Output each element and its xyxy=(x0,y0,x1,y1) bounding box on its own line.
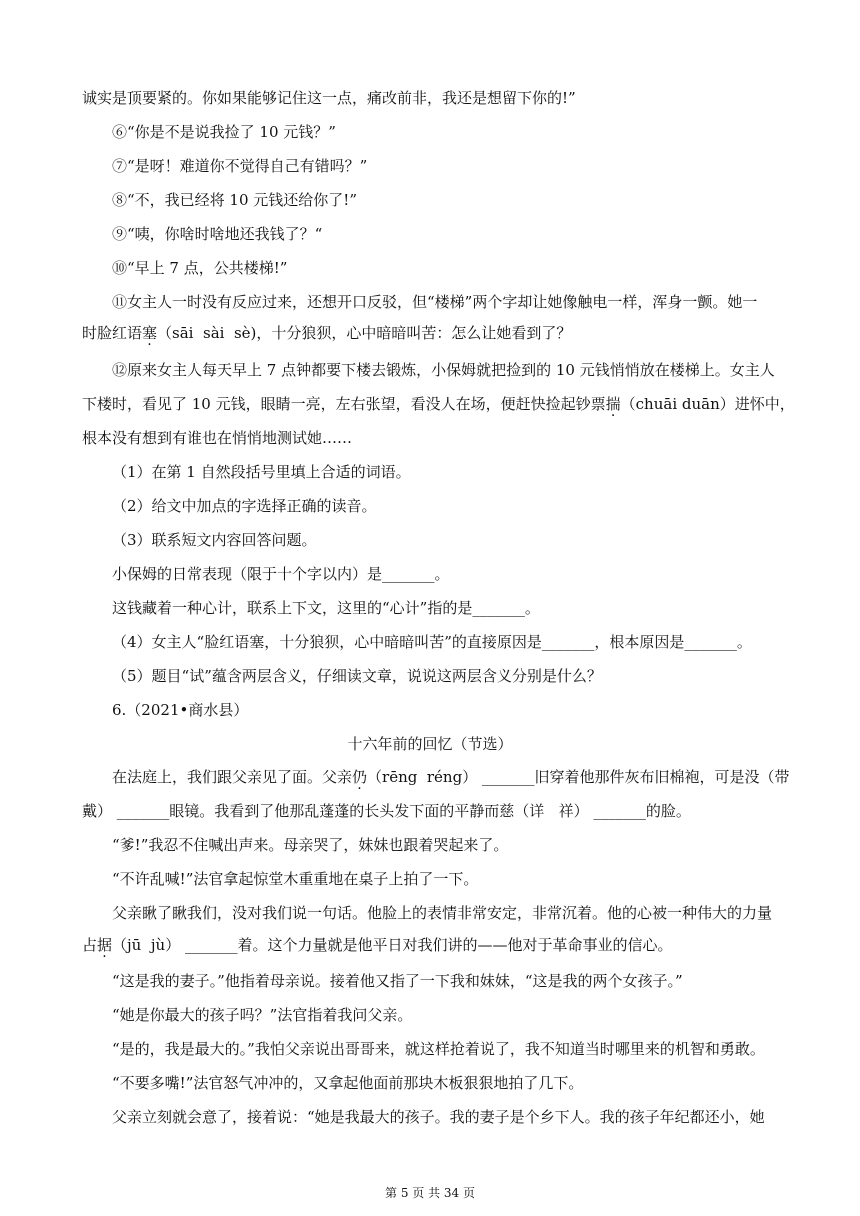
text-run: 下楼时，看见了 10 元钱，眼睛一亮，左右张望，看没人在场，便赶快捡起钞票 xyxy=(82,395,606,413)
text-line: “不许乱喊!”法官拿起惊堂木重重地在桌子上拍了一下。 xyxy=(112,870,479,888)
text-line: ⑦“是呀！难道你不觉得自己有错吗？” xyxy=(112,157,368,175)
text-line: 戴） _______眼镜。我看到了他那乱蓬蓬的长头发下面的平静而慈（详 祥） _______的脸。 xyxy=(82,802,691,820)
question-item: （4）女主人“脸红语塞，十分狼狈，心中暗暗叫苦”的直接原因是_______，根本原因是_______。 xyxy=(112,633,752,651)
text-line: ⑧“不，我已经将 10 元钱还给你了!” xyxy=(112,191,357,209)
text-line-with-dotted-char xyxy=(82,394,795,414)
text-line: ⑩“早上 7 点，公共楼梯!” xyxy=(112,259,288,277)
question-item: 小保姆的日常表现（限于十个字以内）是_______。 xyxy=(112,565,450,583)
footer-middle: 页 共 xyxy=(408,1186,444,1200)
text-run: （sāi sài sè)，十分狼狈，心中暗暗叫苦：怎么让她看到了？ xyxy=(157,324,572,342)
question-item: （5）题目“试”蕴含两层含义，仔细读文章，说说这两层含义分别是什么？ xyxy=(112,667,602,685)
dotted-char: 揣 xyxy=(605,395,621,413)
text-line: 根本没有想到有谁也在悄悄地测试她…… xyxy=(82,429,353,447)
footer-suffix: 页 xyxy=(459,1186,476,1200)
text-run: （chuāi duān）进怀中， xyxy=(620,395,795,413)
footer-prefix: 第 xyxy=(384,1186,401,1200)
text-line-with-dotted-char xyxy=(82,323,571,343)
text-line: 诚实是顶要紧的。你如果能够记住这一点，痛改前非，我还是想留下你的!” xyxy=(82,89,576,107)
page-number: 5 xyxy=(400,1186,409,1200)
text-line: ⑨“咦，你啥时啥地还我钱了？“ xyxy=(112,225,323,243)
text-line: “这是我的妻子。”他指着母亲说。接着他又指了一下我和妹妹，“这是我的两个女孩子。” xyxy=(112,972,683,990)
dotted-char: 据 xyxy=(97,936,113,954)
text-line: ⑪女主人一时没有反应过来，还想开口反驳，但“楼梯”两个字却让她像触电一样，浑身一颤。她一 xyxy=(112,293,758,311)
text-line-with-dotted-char xyxy=(112,767,789,787)
text-line: “爹!”我忍不住喊出声来。母亲哭了，妹妹也跟着哭起来了。 xyxy=(112,836,509,854)
dotted-char: 塞 xyxy=(142,324,158,342)
text-line: “不要多嘴!”法官怒气冲冲的，又拿起他面前那块木板狠狠地拍了几下。 xyxy=(112,1074,584,1092)
text-run: （jū jù） _______着。这个力量就是他平日对我们讲的——他对于革命事业的信心。 xyxy=(112,936,673,954)
text-line: ⑫原来女主人每天早上 7 点钟都要下楼去锻炼，小保姆就把捡到的 10 元钱悄悄放在楼梯上。女主人 xyxy=(112,361,775,379)
text-line: “是的，我是最大的。”我怕父亲说出哥哥来，就这样抢着说了，我不知道当时哪里来的机智和勇敢。 xyxy=(112,1040,765,1058)
question-item: 这钱藏着一种心计，联系上下文，这里的“心计”指的是_______。 xyxy=(112,599,540,617)
text-run: 占 xyxy=(82,936,98,954)
text-run: 在法庭上，我们跟父亲见了面。父亲 xyxy=(112,768,353,786)
text-line: ⑥“你是不是说我捡了 10 元钱？” xyxy=(112,123,336,141)
page-footer xyxy=(0,1185,860,1201)
text-line-with-dotted-char xyxy=(82,935,672,955)
text-line: 父亲立刻就会意了，接着说：“她是我最大的孩子。我的妻子是个乡下人。我的孩子年纪都还小，她 xyxy=(112,1108,765,1126)
text-run: 时脸红语 xyxy=(82,324,143,342)
question-number: 6.（2021•商水县） xyxy=(112,701,249,719)
question-item: （1）在第 1 自然段括号里填上合适的词语。 xyxy=(112,463,411,481)
text-run: （rēng réng） _______旧穿着他那件灰布旧棉袍，可是没（带 xyxy=(367,768,790,786)
text-line: 父亲瞅了瞅我们，没对我们说一句话。他脸上的表情非常安定，非常沉着。他的心被一种伟大的力量 xyxy=(112,904,773,922)
passage-title: 十六年前的回忆（节选） xyxy=(347,735,513,753)
page-total: 34 xyxy=(443,1186,460,1200)
question-item: （3）联系短文内容回答问题。 xyxy=(112,531,317,549)
text-line: “她是你最大的孩子吗？”法官指着我问父亲。 xyxy=(112,1006,413,1024)
dotted-char: 仍 xyxy=(352,768,368,786)
question-item: （2）给文中加点的字选择正确的读音。 xyxy=(112,497,377,515)
